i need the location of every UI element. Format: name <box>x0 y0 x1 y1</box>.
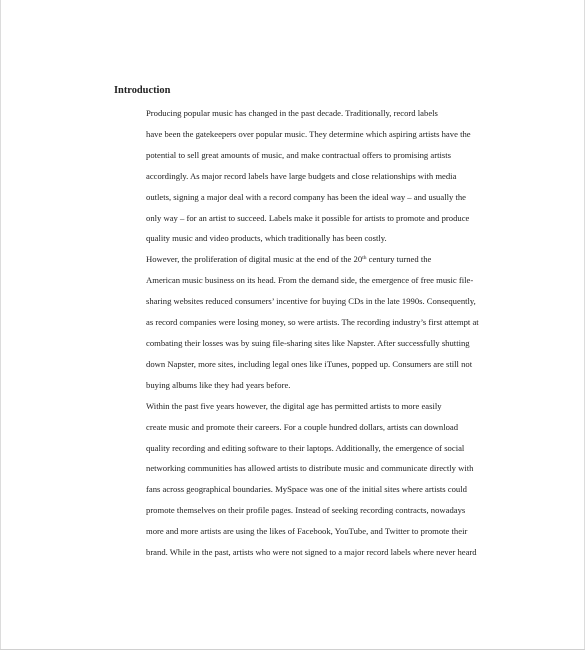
paragraph-line: promote themselves on their profile pages. Instead of seeking recording contracts, nowadays <box>146 505 466 516</box>
paragraph-line: Within the past five years however, the digital age has permitted artists to more easily <box>146 400 442 411</box>
paragraph-line: accordingly. As major record labels have large budgets and close relationships with media <box>146 170 457 181</box>
section-heading: Introduction <box>114 85 171 96</box>
document-body <box>114 82 479 563</box>
paragraph-line: only way – for an artist to succeed. Labels make it possible for artists to promote and produce <box>146 212 470 223</box>
paragraph-line: Producing popular music has changed in the past decade. Traditionally, record labels <box>146 108 438 118</box>
paragraph-2 <box>114 249 479 395</box>
paragraph-line: fans across geographical boundaries. MySpace was one of the initial sites where artists could <box>146 484 467 495</box>
page-left-edge <box>0 0 1 650</box>
paragraph-line: sharing websites reduced consumers’ incentive for buying CDs in the late 1990s. Consequently, <box>146 296 476 307</box>
paragraph-line: down Napster, more sites, including legal ones like iTunes, popped up. Consumers are still not <box>146 358 473 369</box>
paragraph-1 <box>114 103 471 249</box>
paragraph-text: However, the proliferation of digital music at the end of the 20 <box>146 254 363 265</box>
paragraph-line: outlets, signing a major deal with a record company has been the ideal way – and usually the <box>146 191 466 202</box>
paragraph-line: as record companies were losing money, so were artists. The recording industry’s first attempt at <box>146 317 479 328</box>
paragraph-line: brand. While in the past, artists who were not signed to a major record labels where never heard <box>146 547 477 558</box>
paragraph-line: potential to sell great amounts of music, and make contractual offers to promising artists <box>146 149 451 160</box>
paragraph-line: more and more artists are using the likes of Facebook, YouTube, and Twitter to promote their <box>146 526 468 537</box>
paragraph-line: American music business on its head. From the demand side, the emergence of free music file- <box>146 275 474 286</box>
paragraph-text: century turned the <box>366 254 432 265</box>
paragraph-line: have been the gatekeepers over popular music. They determine which aspiring artists have the <box>146 128 471 139</box>
paragraph-line: combating their losses was by suing file-sharing sites like Napster. After successfully shutting <box>146 337 470 348</box>
ordinal-superscript: th <box>362 255 367 262</box>
paragraph-line: networking communities has allowed artists to distribute music and communicate directly with <box>146 463 474 474</box>
paragraph-line: quality recording and editing software to their laptops. Additionally, the emergence of social <box>146 442 465 453</box>
paragraph-line: create music and promote their careers. For a couple hundred dollars, artists can download <box>146 421 459 432</box>
paragraph-line <box>114 249 464 270</box>
paragraph-3 <box>114 396 477 563</box>
paragraph-line: buying albums like they had years before. <box>146 379 291 390</box>
paragraph-line: quality music and video products, which traditionally has been costly. <box>146 233 387 244</box>
